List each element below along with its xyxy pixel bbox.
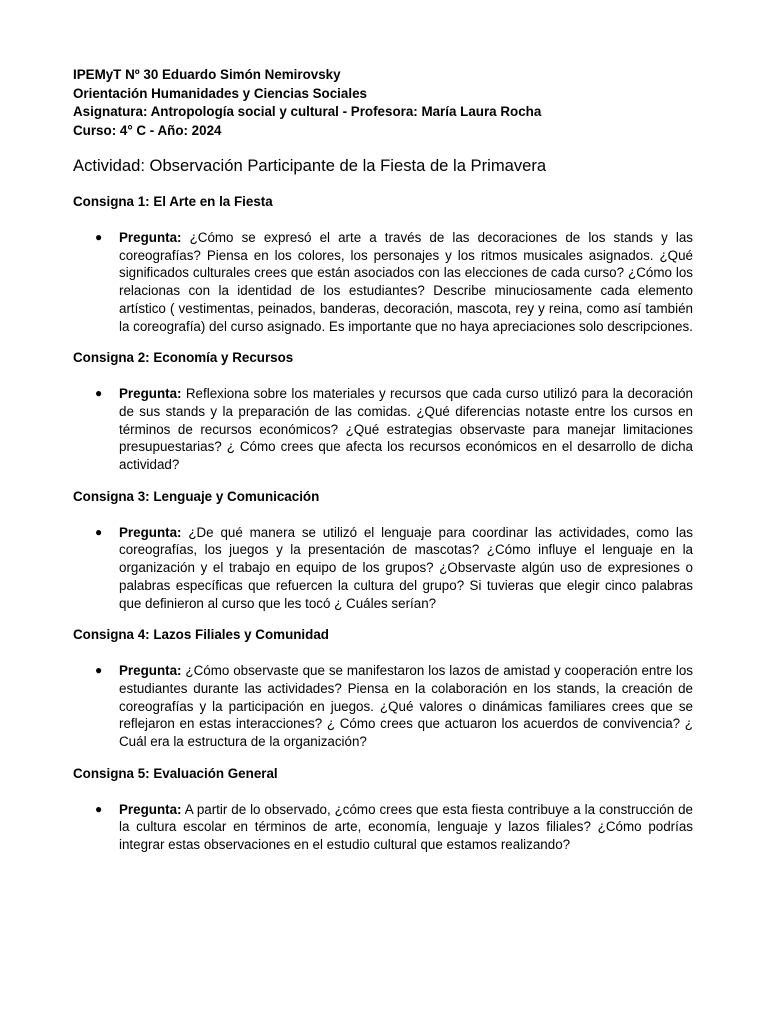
question-label: Pregunta: (119, 801, 182, 817)
consigna-3-text: ¿De qué manera se utilizó el lenguaje para coordinar las actividades, como las coreografías, los juegos y la presentación de mascotas? ¿Cómo influye el lenguaje en la organización y el trabajo en equipo de los grupos? ¿Observaste algún uso de expresiones o palabras específicas que refuercen la cultura del grupo? Si tuvieras que elegir cinco palabras que definieron al curso que les tocó ¿ Cuáles serían? (119, 524, 693, 611)
consigna-1-question (73, 229, 693, 335)
consigna-2-question (73, 385, 693, 474)
bullet-icon: ● (95, 801, 103, 816)
school-name: IPEMyT Nº 30 Eduardo Simón Nemirovsky (73, 67, 341, 82)
question-label: Pregunta: (119, 386, 182, 402)
question-label: Pregunta: (119, 524, 182, 540)
bullet-icon: ● (95, 230, 103, 244)
consigna-5-text: A partir de lo observado, ¿cómo crees que esta fiesta contribuye a la construcción de la cultura escolar en términos de arte, economía, lenguaje y lazos filiales? ¿Cómo podrías integrar estas observaciones en el estudio cultural que estamos realizando? (119, 801, 694, 853)
consigna-4-title: Consigna 4: Lazos Filiales y Comunidad (73, 627, 329, 643)
subject-line: Asignatura: Antropología social y cultural - Profesora: María Laura Rocha (73, 104, 542, 119)
bullet-icon: ● (95, 663, 103, 678)
bullet-icon: ● (95, 386, 103, 401)
question-label: Pregunta: (119, 663, 182, 679)
consigna-2-text: Reflexiona sobre los materiales y recursos que cada curso utilizó para la decoración de sus stands y la preparación de las comidas. ¿Qué diferencias notaste entre los cursos en términos de recursos económicos? ¿Qué estrategias observaste para manejar limitaciones presupuestarias? ¿ Cómo crees que afecta los recursos económicos en el desarrollo de dicha actividad? (119, 386, 693, 473)
consigna-1-title: Consigna 1: El Arte en la Fiesta (73, 194, 273, 209)
bullet-icon: ● (95, 524, 103, 539)
consigna-5-question (73, 801, 693, 854)
orientation-line: Orientación Humanidades y Ciencias Sociales (73, 85, 367, 101)
course-line: Curso: 4° C - Año: 2024 (73, 122, 222, 138)
consigna-3-question (73, 524, 693, 613)
activity-title: Actividad: Observación Participante de la Fiesta de la Primavera (73, 156, 547, 175)
consigna-3-title: Consigna 3: Lenguaje y Comunicación (73, 488, 320, 504)
question-label: Pregunta: (119, 230, 182, 245)
document-page (73, 66, 693, 854)
consigna-4-text: ¿Cómo observaste que se manifestaron los lazos de amistad y cooperación entre los estudiantes durante las actividades? Piensa en la colaboración en los stands, la creación de coreografías y la participación en juegos. ¿Qué valores o dinámicas familiares crees que se reflejaron en estas interacciones? ¿ Cómo crees que actuaron los acuerdos de convivencia? ¿ Cuál era la estructura de la organización? (119, 663, 693, 750)
consigna-4-question (73, 662, 693, 751)
consigna-2-title: Consigna 2: Economía y Recursos (73, 350, 294, 366)
consigna-1-text: ¿Cómo se expresó el arte a través de las decoraciones de los stands y las coreografías? Piensa en los colores, los personajes y los ritmos musicales asignados. ¿Qué significados culturales crees que están asociados con las elecciones de cada curso? ¿Cómo los relacionas con la identidad de los estudiantes? Describe minuciosamente cada elemento artístico ( vestimentas, peinados, banderas, decoración, mascota, rey y reina, como así también la coreografía) del curso asignado. Es importante que no haya apreciaciones solo descripciones. (119, 230, 693, 334)
consigna-5-title: Consigna 5: Evaluación General (73, 765, 278, 781)
